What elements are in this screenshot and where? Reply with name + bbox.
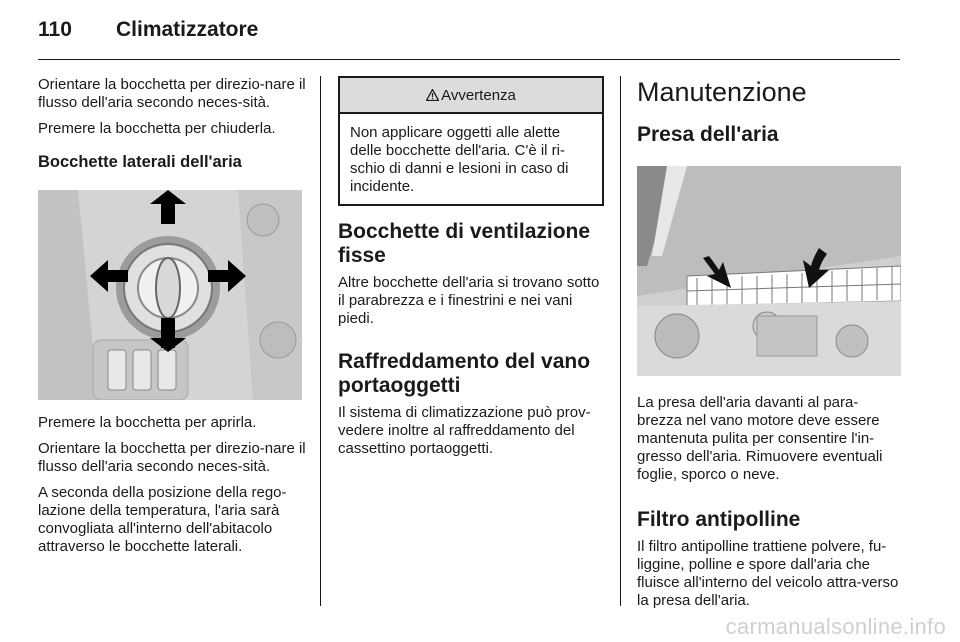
column-left	[38, 76, 306, 564]
air-intake-illustration	[637, 166, 901, 376]
header-divider	[38, 59, 900, 60]
paragraph-temperature-position: A seconda della posizione della rego-lazione della temperatura, l'aria sarà convogliata all'interno dell'abitacolo attraverso le bocchette laterali.	[38, 484, 287, 555]
column-middle	[338, 76, 604, 466]
warning-box	[338, 76, 604, 206]
heading-maintenance: Manutenzione	[637, 77, 807, 107]
column-right	[637, 76, 901, 618]
paragraph-glovebox-cooling: Il sistema di climatizzazione può prov-vedere inoltre al raffreddamento del cassettino portaoggetti.	[338, 404, 591, 457]
heading-glovebox-cooling: Raffreddamento del vano portaoggetti	[338, 350, 591, 397]
chapter-title: Climatizzatore	[116, 18, 259, 41]
heading-air-intake: Presa dell'aria	[637, 123, 779, 146]
warning-text: Non applicare oggetti alle alette delle bocchette dell'aria. C'è il ri-schio di danni e lesioni in caso di incidente.	[350, 124, 569, 195]
paragraph-direct-airflow: Orientare la bocchetta per direzio-nare il flusso dell'aria secondo neces-sità.	[38, 76, 306, 111]
paragraph-fixed-vents: Altre bocchette dell'aria si trovano sotto il parabrezza e i finestrini e nei vani piedi.	[338, 274, 600, 327]
paragraph-pollen-filter: Il filtro antipolline trattiene polvere, fu-liggine, polline e spore dall'aria che fluisce all'interno del veicolo attra-verso la presa dell'aria.	[637, 538, 899, 609]
page-number: 110	[38, 18, 72, 41]
side-vent-illustration	[38, 190, 302, 400]
heading-pollen-filter: Filtro antipolline	[637, 508, 801, 531]
watermark-logo: carmanualsonline.info	[725, 614, 946, 639]
paragraph-open-vent: Premere la bocchetta per aprirla.	[38, 414, 257, 431]
paragraph-direct-airflow-2: Orientare la bocchetta per direzio-nare il flusso dell'aria secondo neces-sità.	[38, 440, 306, 475]
warning-title: Avvertenza	[441, 86, 516, 104]
paragraph-close-vent: Premere la bocchetta per chiuderla.	[38, 120, 276, 137]
warning-header	[340, 78, 602, 114]
column-divider-left	[320, 76, 321, 606]
heading-fixed-vents: Bocchette di ventilazione fisse	[338, 220, 591, 267]
paragraph-air-intake: La presa dell'aria davanti al para-brezza nel vano motore deve essere mantenuta pulita per consentire l'in-gresso dell'aria. Rimuovere eventuali foglie, sporco o neve.	[637, 394, 883, 483]
column-divider-right	[620, 76, 621, 606]
warning-body	[340, 114, 602, 204]
warning-triangle-icon	[426, 89, 439, 101]
heading-side-vents: Bocchette laterali dell'aria	[38, 153, 242, 171]
